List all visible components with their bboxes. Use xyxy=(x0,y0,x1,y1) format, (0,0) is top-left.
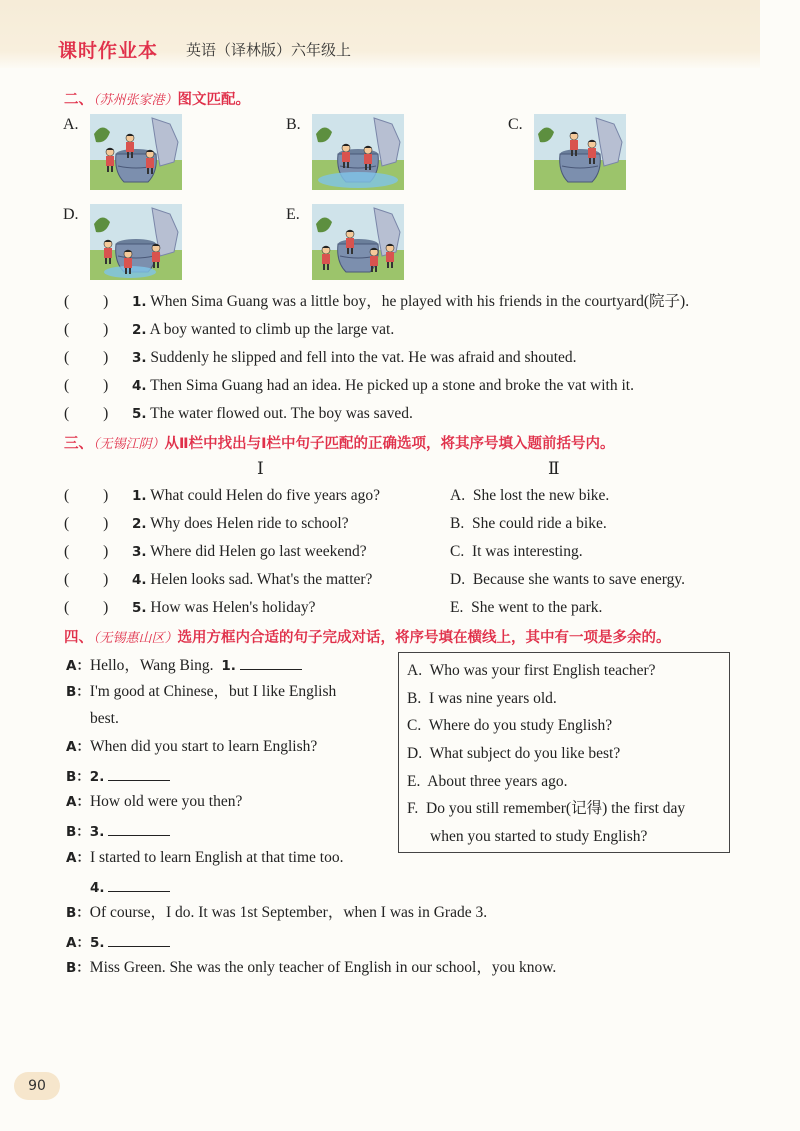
picture-b xyxy=(312,114,404,190)
dialog-line-7: A：I started to learn English at that time too. xyxy=(66,849,344,866)
s3-option-b: B. She could ride a bike. xyxy=(450,515,607,532)
answer-blank-5[interactable] xyxy=(108,931,170,947)
dialog-line-2-cont: best. xyxy=(90,710,119,727)
s3-item-1: ( ) 1. What could Helen do five years ago? xyxy=(64,487,380,504)
s3-item-5: ( ) 5. How was Helen's holiday? xyxy=(64,599,316,616)
picture-label-d: D. xyxy=(63,206,79,223)
dialog-line-7-cont: 4. xyxy=(90,876,170,898)
option-f: F. Do you still remember(记得) the first day xyxy=(407,800,686,817)
s2-item-5: ( ) 5. The water flowed out. The boy was saved. xyxy=(64,405,413,422)
s2-item-3: ( ) 3. Suddenly he slipped and fell into the vat. He was afraid and shouted. xyxy=(64,349,577,366)
section3-title: 三、（无锡江阴）从Ⅱ栏中找出与Ⅰ栏中句子匹配的正确选项，将其序号填入题前括号内。 xyxy=(64,436,615,452)
book-subtitle: 英语（译林版）六年级上 xyxy=(186,41,352,59)
section2-title: 二、（苏州张家港）图文匹配。 xyxy=(64,92,251,108)
dialog-line-3: A：When did you start to learn English? xyxy=(66,738,318,755)
answer-blank-1[interactable] xyxy=(240,654,302,670)
s3-option-e: E. She went to the park. xyxy=(450,599,603,616)
s3-item-2: ( ) 2. Why does Helen ride to school? xyxy=(64,515,349,532)
book-brand: 课时作业本 xyxy=(58,40,159,62)
answer-blank-2[interactable] xyxy=(108,765,170,781)
picture-c xyxy=(534,114,626,190)
dialog-line-5: A：How old were you then? xyxy=(66,793,243,810)
dialog-line-1: A：Hello，Wang Bing. 1. xyxy=(66,654,302,676)
option-e: E. About three years ago. xyxy=(407,773,568,790)
section4-title: 四、（无锡惠山区）选用方框内合适的句子完成对话，将序号填在横线上，其中有一项是多余的。 xyxy=(64,630,671,646)
column-1-header: Ⅰ xyxy=(257,459,264,478)
option-a: A. Who was your first English teacher? xyxy=(407,662,656,679)
s3-item-4: ( ) 4. Helen looks sad. What's the matter? xyxy=(64,571,373,588)
s2-item-1: ( ) 1. When Sima Guang was a little boy，he played with his friends in the courtyard(院子). xyxy=(64,293,690,310)
dialog-line-9: A：5. xyxy=(66,931,170,953)
s2-item-2: ( ) 2. A boy wanted to climb up the large vat. xyxy=(64,321,395,338)
s2-item-4: ( ) 4. Then Sima Guang had an idea. He picked up a stone and broke the vat with it. xyxy=(64,377,634,394)
picture-label-e: E. xyxy=(286,206,300,223)
dialog-line-8: B：Of course，I do. It was 1st September，when I was in Grade 3. xyxy=(66,904,488,921)
page-header xyxy=(0,0,760,68)
option-f-cont: when you started to study English? xyxy=(430,828,648,845)
dialog-line-10: B：Miss Green. She was the only teacher of English in our school，you know. xyxy=(66,959,557,976)
picture-e xyxy=(312,204,404,280)
page-number: 90 xyxy=(14,1072,60,1100)
option-b: B. I was nine years old. xyxy=(407,690,557,707)
answer-blank-4[interactable] xyxy=(108,876,170,892)
s3-item-3: ( ) 3. Where did Helen go last weekend? xyxy=(64,543,367,560)
picture-a xyxy=(90,114,182,190)
s3-option-c: C. It was interesting. xyxy=(450,543,583,560)
dialog-line-4: B：2. xyxy=(66,765,170,787)
s3-option-a: A. She lost the new bike. xyxy=(450,487,610,504)
picture-label-c: C. xyxy=(508,116,523,133)
picture-label-b: B. xyxy=(286,116,301,133)
picture-d xyxy=(90,204,182,280)
option-c: C. Where do you study English? xyxy=(407,717,613,734)
dialog-line-6: B：3. xyxy=(66,820,170,842)
answer-blank-3[interactable] xyxy=(108,820,170,836)
dialog-line-2: B：I'm good at Chinese，but I like English xyxy=(66,683,337,700)
option-d: D. What subject do you like best? xyxy=(407,745,621,762)
picture-label-a: A. xyxy=(63,116,79,133)
column-2-header: Ⅱ xyxy=(548,459,560,478)
s3-option-d: D. Because she wants to save energy. xyxy=(450,571,686,588)
